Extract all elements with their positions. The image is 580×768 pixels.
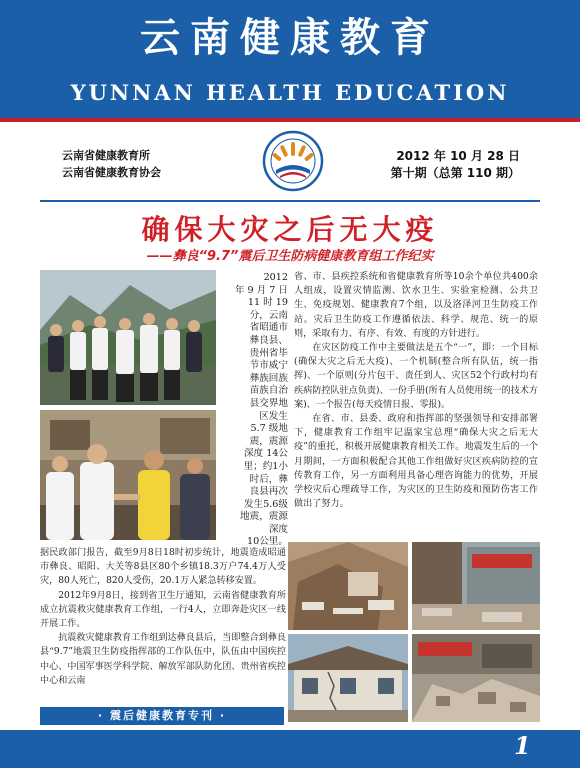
special-issue-banner: · 震后健康教育专刊 · — [40, 707, 284, 725]
page-number: 1 — [514, 731, 531, 760]
photo-rubble-shopfront — [412, 634, 540, 722]
lead-line: 深度 — [268, 523, 288, 535]
footer-bar — [0, 730, 580, 768]
lead-line: 发生5.6级 — [243, 498, 288, 510]
photo-collapsed-building — [288, 542, 408, 630]
lead-line: 彝良县、 — [249, 334, 288, 346]
photo-official-with-child — [40, 410, 216, 540]
paragraph: 省、市、县疾控系统和省健康教育所等10余个单位共400余人组成，设置灾情监测、饮水卫生、实验室检测、公共卫生、免疫规划、健康教育7个组，以及洛泽河卫生防疫工作站。灾后卫生防疫工作遵循依法、科学、规范、统一的原则，采取有力、有序、有效、有度的方针进行。 — [294, 272, 538, 339]
lead-line: 深度 14公 — [243, 448, 288, 460]
header-divider — [40, 200, 540, 202]
article-subheadline: ——彝良“9.7”震后卫生防病健康教育组工作纪实 — [146, 249, 434, 264]
lead-line: 10公里。 — [247, 536, 288, 548]
lead-line: 贵州省毕 — [249, 347, 288, 359]
paragraph: 抗震救灾健康教育工作组到达彝良县后，当即整合到彝良县“9.7”地震卫生防疫指挥部的工作队伍中，队伍由中国疾控中心、中国军事医学科学院、解放军部队防化团、贵州省疾控中心和云南 — [40, 633, 286, 686]
lead-line: 震，震源 — [249, 435, 288, 447]
lead-line: 5.7 级地 — [250, 423, 288, 435]
article-headline: 确保大灾之后无大疫 — [141, 213, 439, 246]
issue-number: 第十期（总第 110 期） — [390, 166, 520, 180]
paragraph: 在省、市、县委、政府和指挥部的坚强领导和安排部署下，健康教育工作组牢记温家宝总理“确保大灾之后无大疫”的重托，积极开展健康教育相关工作。地震发生后的一个月期间，一方面积极配合其他工作组做好灾区疾病防控的宣传教育工作，另一方面利用具备心理咨询能力的优势，开展学校灾后心理疏导工作，为灾区的卫生防疫和预防伤害工作做出了努力。 — [294, 414, 538, 510]
lead-line: 地震，震源 — [240, 511, 288, 523]
article-left-bottom — [40, 546, 286, 688]
masthead-title-cn: 云南健康教育 — [140, 15, 440, 61]
photo-cracked-house — [288, 634, 408, 722]
issue-date: 2012 年 10 月 28 日 — [396, 149, 520, 163]
lead-line: 县交界地 — [249, 397, 288, 409]
lead-line: 时后，彝 — [249, 473, 288, 485]
paragraph: 2012年9月8日，接到省卫生厅通知，云南省健康教育所成立抗震救灾健康教育工作组，一行4人，立即奔赴灾区一线开展工作。 — [40, 590, 286, 630]
lead-line: 11 时 19 — [247, 297, 288, 309]
lead-line: 里；约1小 — [243, 460, 288, 472]
photo-officials-inspection — [40, 270, 216, 405]
lead-line: 年 9 月 7 日 — [234, 284, 288, 296]
lead-line: 节市威宁 — [249, 360, 288, 372]
lead-line: 彝族回族 — [249, 372, 288, 384]
article-lead-narrow — [222, 272, 288, 549]
paragraph: 据民政部门报告，截至9月8日18时初步统计，地震造成昭通市彝良、昭阳、大关等8县区80个乡镇18.3万户74.4万人受灾，80人死亡，820人受伤，20.1万人紧急转移安置。 — [40, 548, 286, 587]
lead-line: 良县再次 — [249, 486, 288, 498]
lead-line: 苗族自治 — [249, 385, 288, 397]
lead-line: 省昭通市 — [249, 322, 288, 334]
masthead-title-en: YUNNAN HEALTH EDUCATION — [70, 80, 510, 105]
publisher-institute: 云南省健康教育所 — [62, 149, 150, 162]
photo-damaged-street — [412, 542, 540, 630]
health-education-logo — [262, 130, 324, 192]
lead-line: 2012 — [263, 272, 288, 283]
article-right-column — [294, 270, 538, 511]
lead-line: 分，云南 — [249, 309, 288, 321]
masthead-divider — [0, 118, 580, 122]
lead-line: 区发生 — [259, 410, 288, 422]
publisher-association: 云南省健康教育协会 — [62, 166, 161, 179]
paragraph: 在灾区防疫工作中主要做法是五个“一”，即：一个目标(确保大灾之后无大疫)、一个机制(整合所有队伍，统一指挥)、一个原则(分片包干、责任到人、灾区52个行政村均有疾病防控队驻点负责)、一份手册(所有人员使用统一的技术方案)、一个报告(每天疫情日报、零报)。 — [294, 343, 538, 410]
